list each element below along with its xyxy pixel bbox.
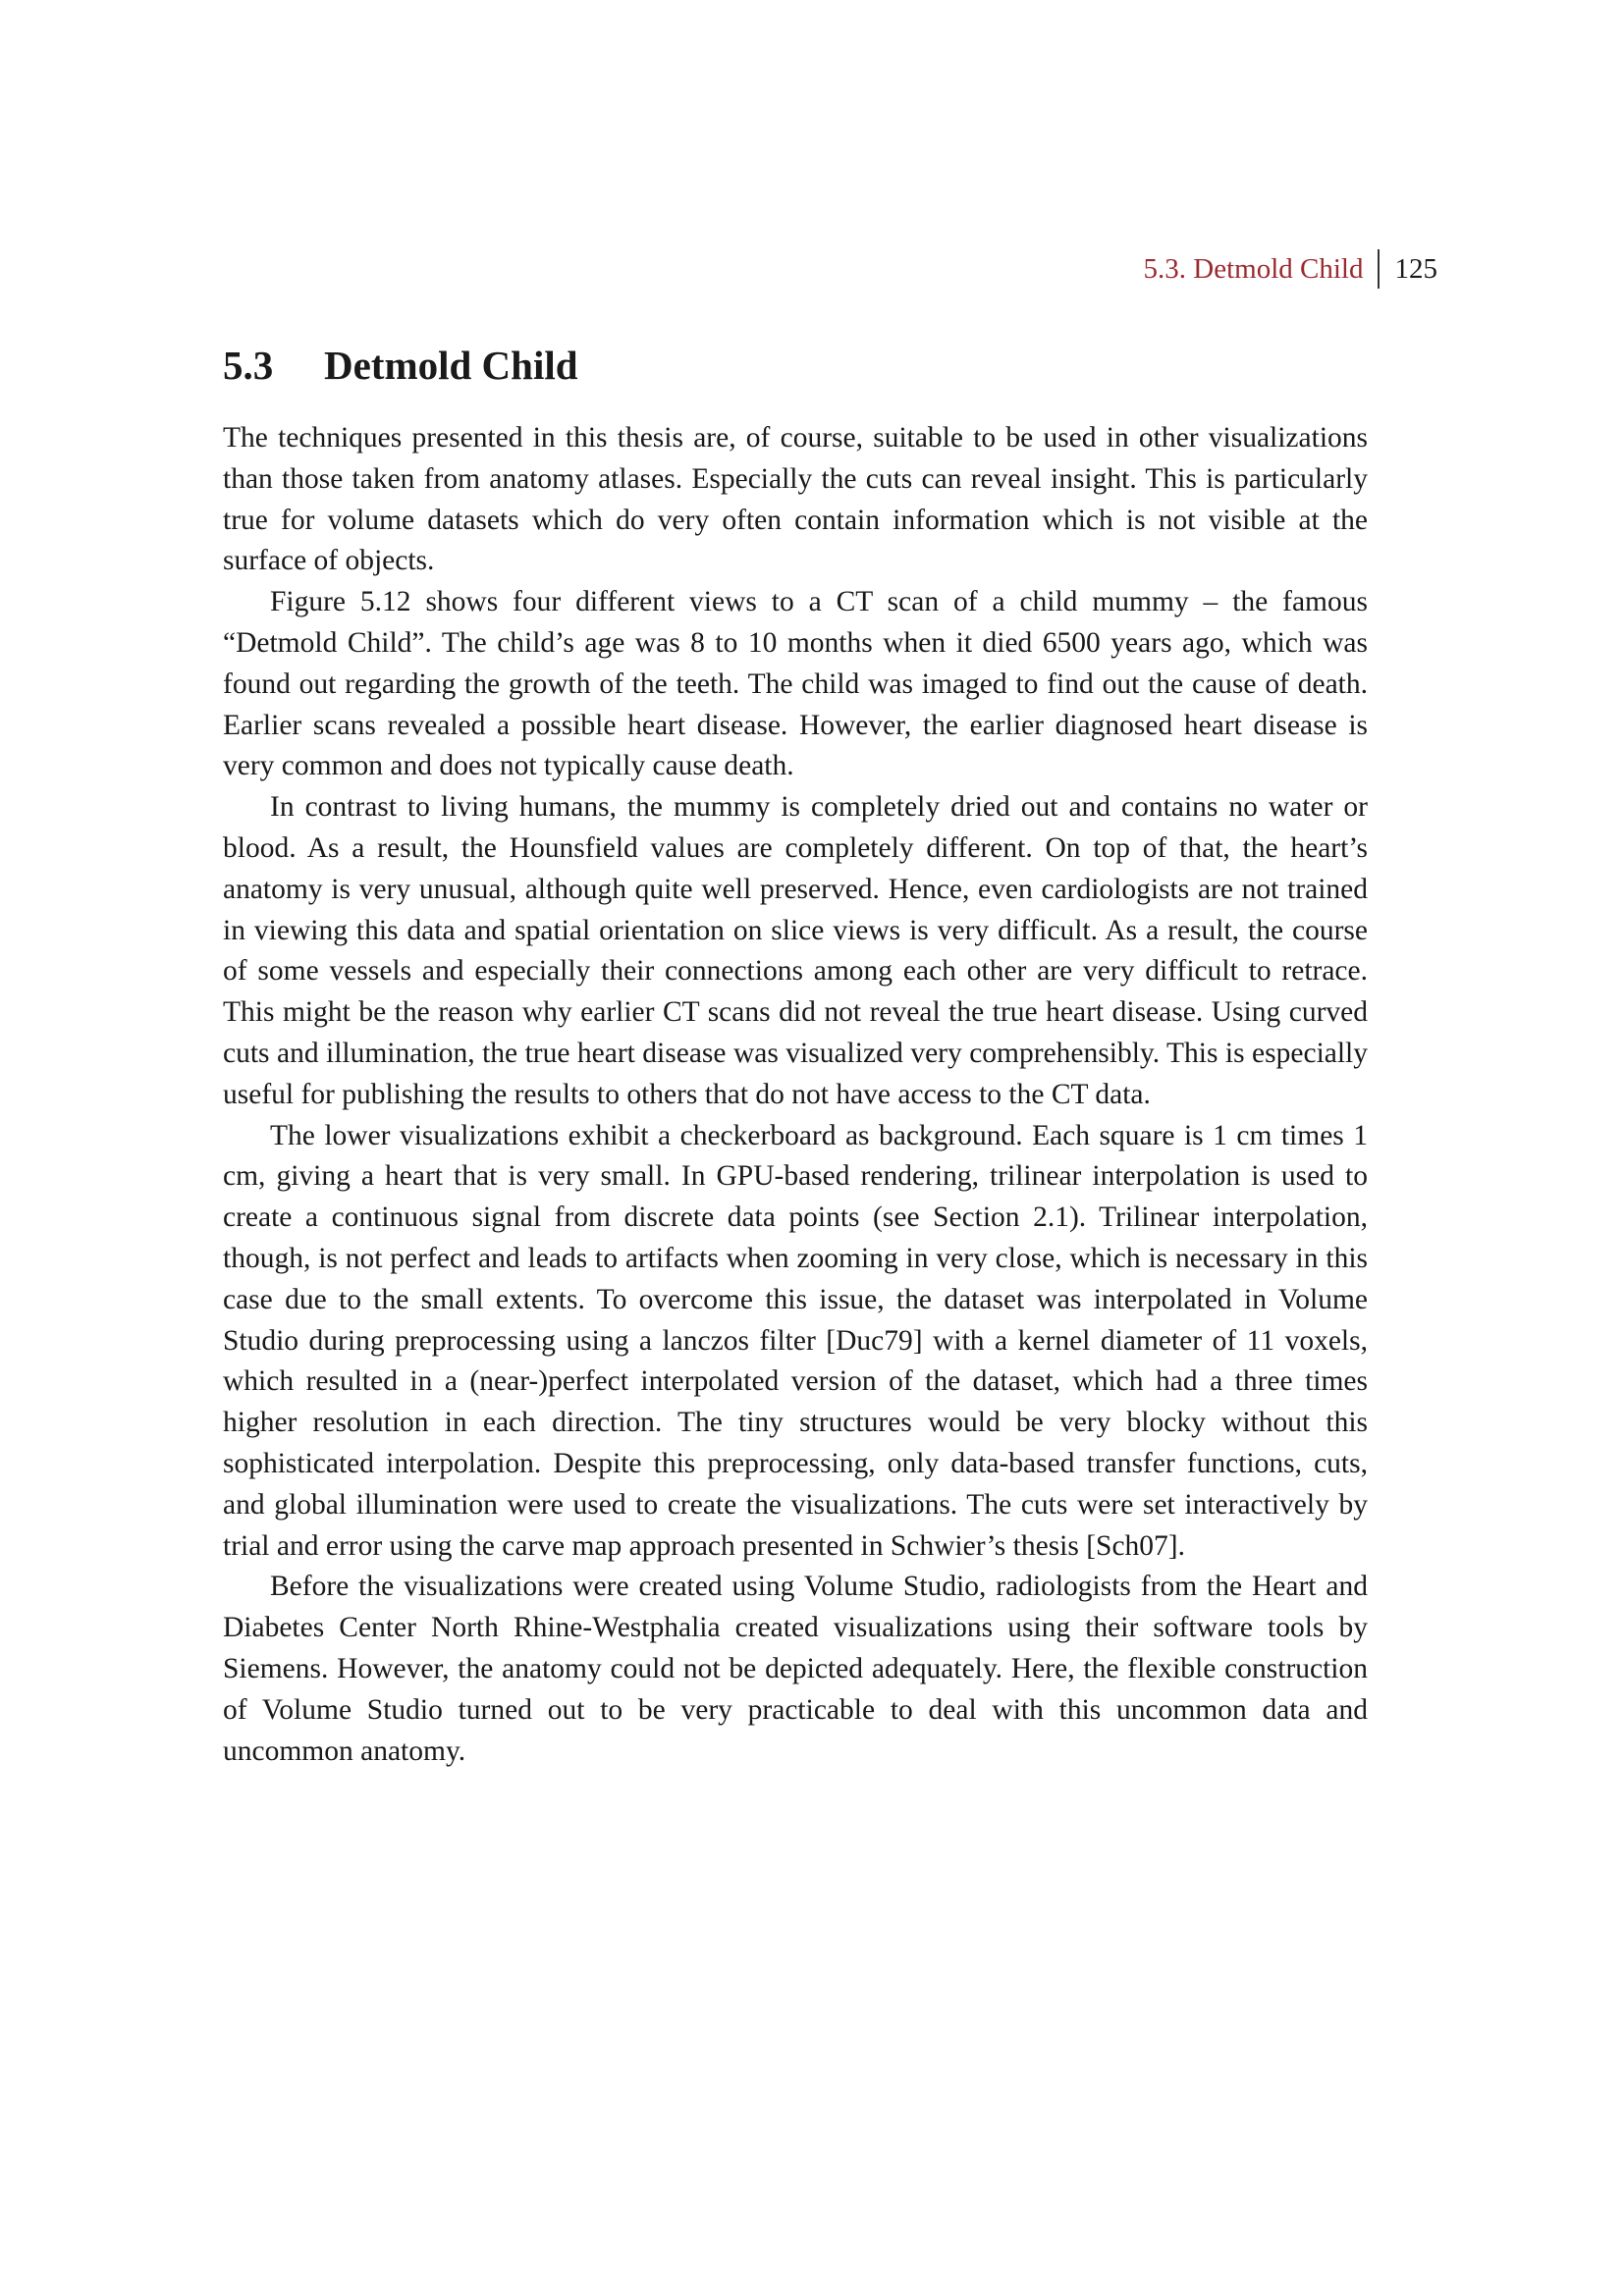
paragraph-3: In contrast to living humans, the mummy is completely dried out and contains no water or blood. As a result, the Hounsfield values are completely different. On top of that, the heart’s anatomy is very unusual, although quite well preserved. Hence, even cardiologists are not trained in viewing this data and spatial orientation on slice views is very difficult. As a result, the course of some vessels and especially their connections among each other are very difficult to retrace. This might be the reason why earlier CT scans did not reveal the true heart disease. Using curved cuts and illumination, the true heart disease was visualized very comprehensibly. This is especially useful for publishing the results to others that do not have access to the CT data. (223, 791, 1368, 1110)
section-title: Detmold Child (324, 343, 578, 388)
header-section-title: 5.3. Detmold Child (1143, 253, 1364, 285)
running-header (1144, 249, 1437, 289)
page-number: 125 (1394, 253, 1437, 285)
section-number: 5.3 (223, 343, 274, 388)
paragraph-4: The lower visualizations exhibit a checkerboard as background. Each square is 1 cm times 1 cm, giving a heart that is very small. In GPU-based rendering, trilinear interpolation is used to create a continuous signal from discrete data points (see Section 2.1). Trilinear interpolation, though, is not perfect and leads to artifacts when zooming in very close, which is necessary in this case due to the small extents. To overcome this issue, the dataset was interpolated in Volume Studio during preprocessing using a lanczos filter [Duc79] with a kernel diameter of 11 voxels, which resulted in a (near-)perfect interpolated version of the dataset, which had a three times higher resolution in each direction. The tiny structures would be very blocky without this sophisticated interpolation. Despite this preprocessing, only data-based transfer functions, cuts, and global illumination were used to create the visualizations. The cuts were set interactively by trial and error using the carve map approach presented in Schwier’s thesis [Sch07]. (223, 1119, 1368, 1562)
section-heading (223, 338, 578, 393)
paragraph-2: Figure 5.12 shows four different views to a CT scan of a child mummy – the famous “Detmold Child”. The child’s age was 8 to 10 months when it died 6500 years ago, which was found out regarding the growth of the teeth. The child was imaged to find out the cause of death. Earlier scans revealed a possible heart disease. However, the earlier diagnosed heart disease is very common and does not typically cause death. (223, 586, 1368, 782)
paragraph-5: Before the visualizations were created using Volume Studio, radiologists from the Heart and Diabetes Center North Rhine-Westphalia created visualizations using their software tools by Siemens. However, the anatomy could not be depicted adequately. Here, the flexible construction of Volume Studio turned out to be very practicable to deal with this uncommon data and uncommon anatomy. (223, 1571, 1368, 1767)
body-text (223, 418, 1368, 1772)
paragraph-1: The techniques presented in this thesis are, of course, suitable to be used in other visualizations than those taken from anatomy atlases. Especially the cuts can reveal insight. This is particularly true for volume datasets which do very often contain information which is not visible at the surface of objects. (223, 422, 1368, 577)
